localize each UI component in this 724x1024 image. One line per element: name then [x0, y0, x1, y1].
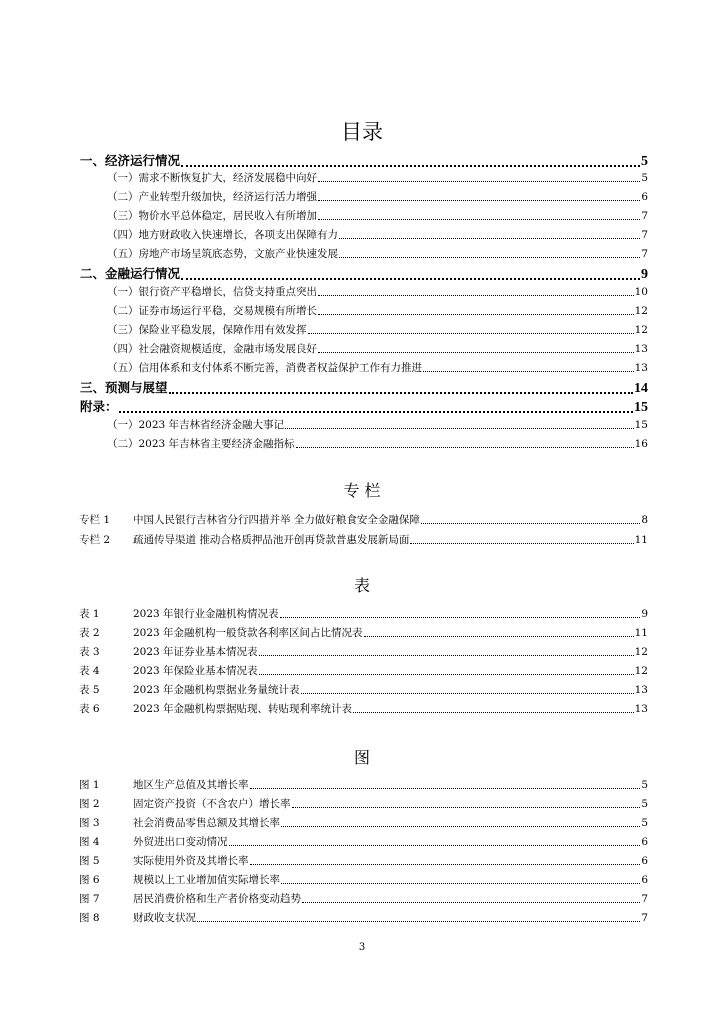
toc-item[interactable] [107, 436, 648, 451]
leader-dots [296, 447, 634, 448]
entry-prefix: 图 2 [79, 798, 100, 810]
leader-dots [181, 278, 640, 280]
entry-prefix: 图 7 [79, 893, 100, 905]
tables-title: 表 [353, 576, 370, 595]
toc-item[interactable] [107, 341, 648, 356]
entry-page-number: 5 [641, 817, 648, 829]
entry-label: 规模以上工业增加值实际增长率 [133, 874, 280, 886]
leader-dots [301, 693, 634, 694]
toc-page-number: 13 [634, 343, 648, 355]
toc-item-label: （一）需求不断恢复扩大，经济发展稳中向好 [107, 172, 317, 184]
figures-title: 图 [353, 748, 370, 767]
toc-chapter-appendix[interactable] [80, 397, 648, 416]
leader-dots [353, 712, 634, 713]
toc-page-number: 15 [634, 419, 648, 431]
leader-dots [318, 314, 634, 315]
entry-label: 中国人民银行吉林省分行四措并举 全力做好粮食安全金融保障 [133, 514, 420, 526]
toc-chapter-2[interactable] [80, 264, 648, 283]
entry-label: 2023 年证券业基本情况表 [133, 646, 258, 658]
leader-dots [197, 921, 640, 922]
leader-dots [410, 543, 633, 544]
leader-dots [339, 257, 640, 258]
entry-page-number: 12 [634, 646, 648, 658]
entry-page-number: 6 [641, 874, 648, 886]
toc-item-label: （二）2023 年吉林省主要经济金融指标 [107, 438, 295, 450]
entry-page-number: 6 [641, 836, 648, 848]
toc-title: 目录 [341, 120, 383, 144]
toc-chapter-3[interactable] [80, 378, 648, 397]
figure-entry[interactable] [79, 834, 648, 849]
toc-page-number: 5 [641, 154, 648, 169]
entry-page-number: 7 [641, 893, 648, 905]
leader-dots [259, 655, 634, 656]
column-entry[interactable] [79, 512, 648, 527]
entry-label: 疏通传导渠道 推动合格质押品池开创再贷款普惠发展新局面 [133, 534, 410, 546]
figure-entry[interactable] [79, 796, 648, 811]
toc-item-label: （五）房地产市场呈筑底态势，文旅产业快速发展 [107, 248, 338, 260]
entry-prefix: 图 1 [79, 779, 100, 791]
figure-entry[interactable] [79, 891, 648, 906]
toc-page-number: 15 [634, 400, 648, 415]
toc-page-number: 9 [641, 267, 648, 282]
leader-dots [229, 845, 641, 846]
toc-item[interactable] [107, 303, 648, 318]
entry-label: 2023 年金融机构一般贷款各利率区间占比情况表 [133, 627, 363, 639]
leader-dots [119, 411, 633, 413]
entry-prefix: 专栏 1 [79, 514, 111, 526]
entry-label: 财政收支状况 [133, 912, 196, 924]
toc-item-label: （三）保险业平稳发展，保障作用有效发挥 [107, 324, 307, 336]
entry-prefix: 表 1 [79, 608, 100, 620]
toc-item[interactable] [107, 360, 648, 375]
leader-dots [308, 333, 634, 334]
toc-item[interactable] [107, 208, 648, 223]
leader-dots [259, 674, 634, 675]
toc-item-label: （五）信用体系和支付体系不断完善，消费者权益保护工作有力推进 [107, 362, 422, 374]
entry-label: 社会消费品零售总额及其增长率 [133, 817, 280, 829]
entry-label: 2023 年金融机构票据贴现、转贴现利率统计表 [133, 703, 353, 715]
entry-prefix: 表 5 [79, 684, 100, 696]
leader-dots [421, 523, 640, 524]
entry-prefix: 表 4 [79, 665, 100, 677]
leader-dots [318, 219, 640, 220]
entry-page-number: 7 [641, 912, 648, 924]
toc-page-number: 5 [641, 172, 648, 184]
entry-page-number: 13 [634, 684, 648, 696]
toc-item-label: （一）银行资产平稳增长，信贷支持重点突出 [107, 286, 317, 298]
entry-label: 地区生产总值及其增长率 [133, 779, 249, 791]
table-entry[interactable] [79, 663, 648, 678]
entry-label: 居民消费价格和生产者价格变动趋势 [133, 893, 301, 905]
leader-dots [318, 181, 640, 182]
leader-dots [292, 807, 641, 808]
toc-item[interactable] [107, 322, 648, 337]
entry-prefix: 表 3 [79, 646, 100, 658]
table-entry[interactable] [79, 701, 648, 716]
entry-prefix: 图 8 [79, 912, 100, 924]
toc-item[interactable] [107, 170, 648, 185]
entry-prefix: 图 4 [79, 836, 100, 848]
entry-label: 固定资产投资（不含农户）增长率 [133, 798, 291, 810]
leader-dots [250, 864, 641, 865]
figure-entry[interactable] [79, 777, 648, 792]
toc-item[interactable] [107, 189, 648, 204]
entry-label: 2023 年银行业金融机构情况表 [133, 608, 279, 620]
table-entry[interactable] [79, 682, 648, 697]
entry-label: 2023 年金融机构票据业务量统计表 [133, 684, 300, 696]
toc-chapter-1[interactable] [80, 151, 648, 170]
leader-dots [280, 617, 641, 618]
entry-prefix: 专栏 2 [79, 534, 111, 546]
leader-dots [302, 902, 640, 903]
entry-prefix: 表 6 [79, 703, 100, 715]
toc-item[interactable] [107, 227, 648, 242]
toc-item-label: （一）2023 年吉林省经济金融大事记 [107, 419, 285, 431]
leader-dots [423, 371, 634, 372]
leader-dots [285, 428, 634, 429]
toc-item[interactable] [107, 417, 648, 432]
toc-page-number: 6 [641, 191, 648, 203]
toc-chapter-label: 二、金融运行情况 [80, 266, 181, 281]
leader-dots [339, 238, 640, 239]
toc-item-label: （三）物价水平总体稳定，居民收入有所增加 [107, 210, 317, 222]
entry-prefix: 图 6 [79, 874, 100, 886]
entry-page-number: 5 [641, 798, 648, 810]
leader-dots [318, 352, 634, 353]
toc-page-number: 10 [634, 286, 648, 298]
entry-page-number: 13 [634, 703, 648, 715]
toc-page-number: 14 [634, 381, 648, 396]
figure-entry[interactable] [79, 872, 648, 887]
leader-dots [169, 392, 633, 394]
entry-page-number: 5 [641, 779, 648, 791]
entry-page-number: 12 [634, 665, 648, 677]
toc-page-number: 13 [634, 362, 648, 374]
toc-item-label: （四）社会融资规模适度，金融市场发展良好 [107, 343, 317, 355]
table-entry[interactable] [79, 606, 648, 621]
leader-dots [318, 200, 640, 201]
toc-page-number: 7 [641, 248, 648, 260]
page-number: 3 [358, 942, 366, 953]
leader-dots [281, 826, 640, 827]
entry-page-number: 11 [634, 627, 648, 639]
toc-item-label: （二）产业转型升级加快，经济运行活力增强 [107, 191, 317, 203]
toc-item[interactable] [107, 284, 648, 299]
table-entry[interactable] [79, 625, 648, 640]
columns-title: 专 栏 [343, 481, 381, 500]
leader-dots [364, 636, 634, 637]
entry-prefix: 表 2 [79, 627, 100, 639]
figure-entry[interactable] [79, 853, 648, 868]
toc-chapter-label: 一、经济运行情况 [80, 153, 181, 168]
toc-item[interactable] [107, 246, 648, 261]
toc-item-label: （四）地方财政收入快速增长，各项支出保障有力 [107, 229, 338, 241]
toc-chapter-label: 附录： [80, 399, 118, 414]
entry-label: 实际使用外资及其增长率 [133, 855, 249, 867]
toc-page-number: 7 [641, 229, 648, 241]
table-entry[interactable] [79, 644, 648, 659]
figure-entry[interactable] [79, 815, 648, 830]
toc-page-number: 12 [634, 305, 648, 317]
leader-dots [181, 165, 640, 167]
toc-page-number: 12 [634, 324, 648, 336]
entry-prefix: 图 3 [79, 817, 100, 829]
column-entry[interactable] [79, 532, 648, 547]
toc-page-number: 16 [634, 438, 648, 450]
toc-chapter-label: 三、预测与展望 [80, 380, 168, 395]
toc-item-label: （二）证券市场运行平稳，交易规模有所增长 [107, 305, 317, 317]
leader-dots [250, 788, 641, 789]
entry-page-number: 6 [641, 855, 648, 867]
entry-page-number: 9 [641, 608, 648, 620]
leader-dots [281, 883, 640, 884]
entry-label: 2023 年保险业基本情况表 [133, 665, 258, 677]
entry-page-number: 11 [634, 534, 648, 546]
leader-dots [318, 295, 634, 296]
entry-prefix: 图 5 [79, 855, 100, 867]
entry-page-number: 8 [641, 514, 648, 526]
figure-entry[interactable] [79, 910, 648, 925]
entry-label: 外贸进出口变动情况 [133, 836, 228, 848]
toc-page-number: 7 [641, 210, 648, 222]
